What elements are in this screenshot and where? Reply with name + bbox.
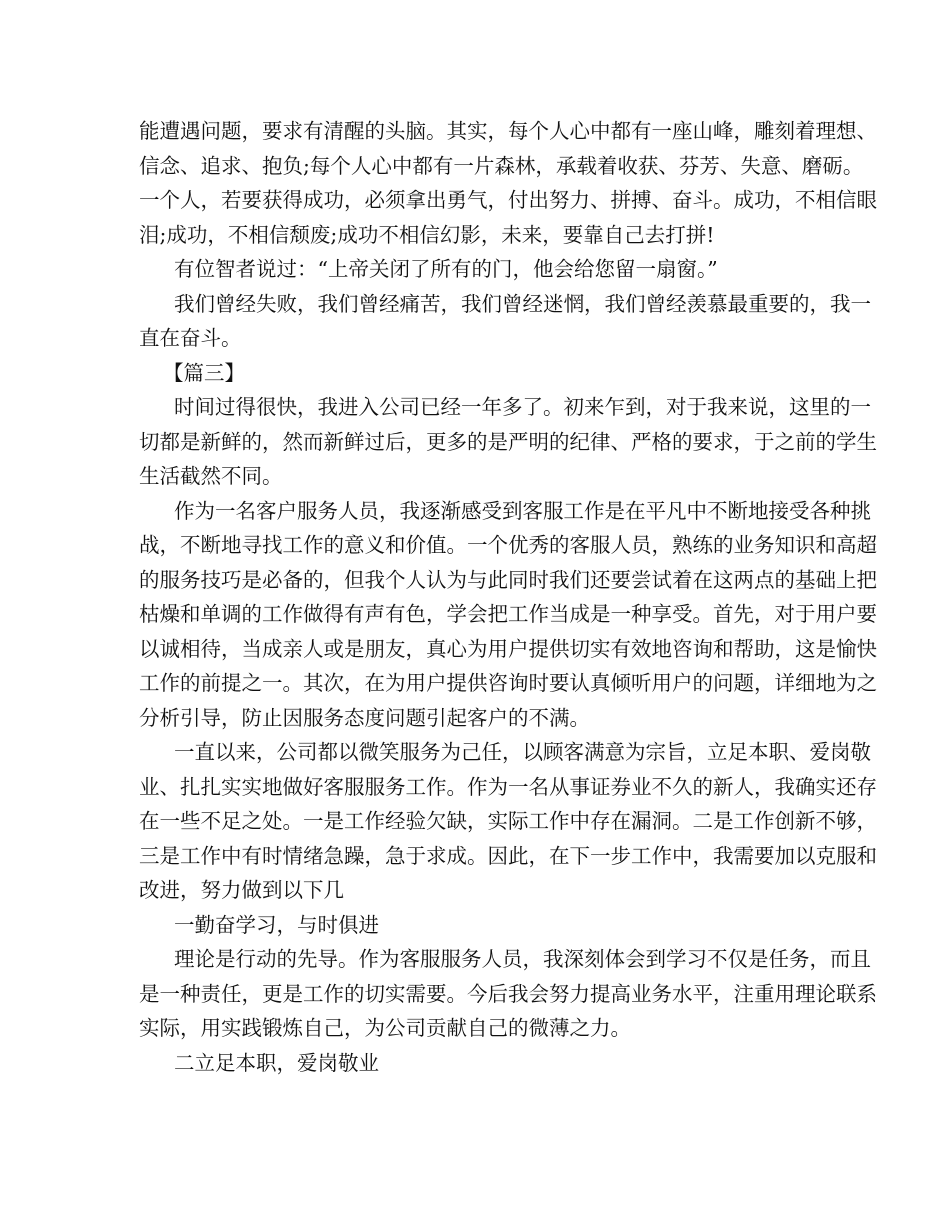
text-line: 分析引导，防止因服务态度问题引起客户的不满。 — [139, 705, 590, 730]
text-line: 泪;成功，不相信颓废;成功不相信幻影，未来，要靠自己去打拼! — [139, 222, 715, 247]
text-line: 实际，用实践锻炼自己，为公司贡献自己的微薄之力。 — [139, 1016, 631, 1040]
text-line: 一直以来，公司都以微笑服务为己任，以顾客满意为宗旨，立足本职、爱岗敬 — [174, 740, 871, 764]
text-line: 是一种责任，更是工作的切实需要。今后我会努力提高业务水平，注重用理论联系 — [139, 981, 877, 1006]
text-line: 在一些不足之处。一是工作经验欠缺，实际工作中存在漏洞。二是工作创新不够， — [139, 809, 877, 833]
text-line: 切都是新鲜的，然而新鲜过后，更多的是严明的纪律、严格的要求，于之前的学生 — [139, 429, 877, 454]
text-line: 能遭遇问题，要求有清醒的头脑。其实，每个人心中都有一座山峰，雕刻着理想、 — [139, 119, 877, 143]
text-line: 战，不断地寻找工作的意义和价值。一个优秀的客服人员，熟练的业务知识和高超 — [139, 533, 877, 557]
document-body — [139, 114, 877, 1080]
text-line: 信念、追求、抱负;每个人心中都有一片森林，承载着收获、芬芳、失意、磨砺。 — [139, 153, 864, 178]
text-line: 改进，努力做到以下几 — [139, 878, 344, 902]
text-line: 二立足本职，爱岗敬业 — [174, 1050, 379, 1075]
section-heading: 【篇三】 — [163, 360, 245, 385]
text-line: 理论是行动的先导。作为客服服务人员，我深刻体会到学习不仅是任务，而且 — [174, 947, 871, 971]
text-line: 枯燥和单调的工作做得有声有色，学会把工作当成是一种享受。首先，对于用户要 — [139, 602, 877, 626]
text-line: 工作的前提之一。其次，在为用户提供咨询时要认真倾听用户的问题，详细地为之 — [139, 671, 877, 695]
text-line: 三是工作中有时情绪急躁，急于求成。因此，在下一步工作中，我需要加以克服和 — [139, 843, 877, 868]
text-line: 业、扎扎实实地做好客服服务工作。作为一名从事证券业不久的新人，我确实还存 — [139, 774, 877, 799]
text-line: 一个人，若要获得成功，必须拿出勇气，付出努力、拼搏、奋斗。成功，不相信眼 — [139, 188, 877, 212]
text-line: 我们曾经失败，我们曾经痛苦，我们曾经迷惘，我们曾经羡慕最重要的，我一 — [174, 291, 871, 316]
text-line: 时间过得很快，我进入公司已经一年多了。初来乍到，对于我来说，这里的一 — [174, 395, 871, 419]
text-line: 有位智者说过：“上帝关闭了所有的门，他会给您留一扇窗。” — [174, 257, 718, 281]
text-line: 以诚相待，当成亲人或是朋友，真心为用户提供切实有效地咨询和帮助，这是愉快 — [139, 636, 877, 661]
text-line: 生活截然不同。 — [139, 464, 283, 488]
text-line: 直在奋斗。 — [139, 326, 242, 350]
text-line: 一勤奋学习，与时俱进 — [174, 912, 379, 937]
text-line: 作为一名客户服务人员，我逐渐感受到客服工作是在平凡中不断地接受各种挑 — [174, 498, 871, 523]
text-line: 的服务技巧是必备的，但我个人认为与此同时我们还要尝试着在这两点的基础上把 — [139, 567, 877, 592]
